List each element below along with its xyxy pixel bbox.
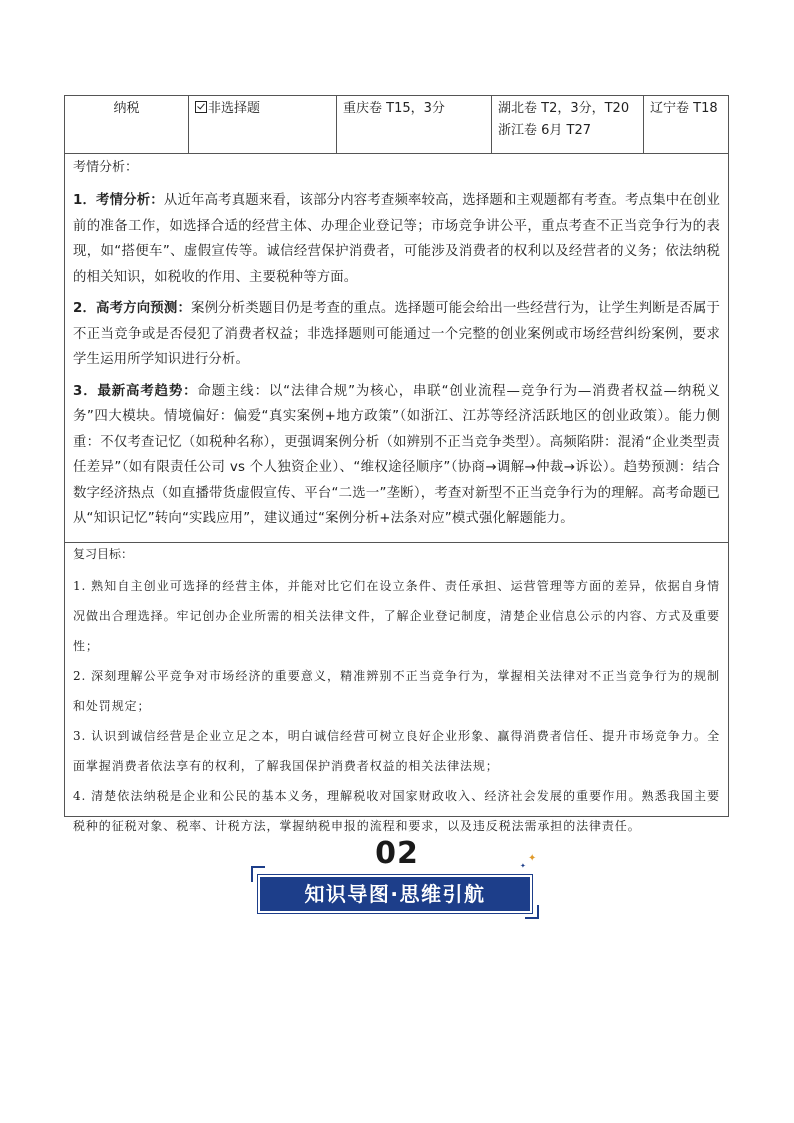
paragraph-text: 从近年高考真题来看，该部分内容考查频率较高，选择题和主观题都有考查。考点集中在创业前的准备工作，如选择合适的经营主体、办理企业登记等；市场竞争讲公平，重点考查不正当竞争行为的表现，如“搭便车”、虚假宣传等。诚信经营保护消费者，可能涉及消费者的权利以及经营者的义务；依法纳税的相关知识，如税收的作用、主要税种等方面。	[73, 193, 720, 285]
paragraph-text: 命题主线：以“法律合规”为核心，串联“创业流程—竞争行为—消费者权益—纳税义务”四大模块。情境偏好：偏爱“真实案例+地方政策”（如浙江、江苏等经济活跃地区的创业政策）。能力侧重：不仅考查记忆（如税种名称），更强调案例分析（如辨别不正当竞争类型）。高频陷阱：混淆“企业类型责任差异”（如有限责任公司 vs 个人独资企业）、“维权途径顺序”（协商→调解→仲裁→诉讼）。趋势预测：结合数字经济热点（如直播带货虚假宣传、平台“二选一”垄断），考查对新型不正当竞争行为的理解。高考命题已从“知识记忆”转向“实践应用”，建议通过“案例分析+法条对应”模式强化解题能力。	[73, 383, 720, 526]
exam-line-zhejiang: 浙江卷 6月 T27	[498, 123, 592, 138]
question-type-label: 非选择题	[208, 101, 261, 116]
analysis-paragraph-1	[73, 188, 720, 290]
exam-cell-liaoning: 辽宁卷 T18	[650, 101, 718, 116]
goal-item: 1. 熟知自主创业可选择的经营主体，并能对比它们在设立条件、责任承担、运营管理等方面的差异，依据自身情况做出合理选择。牢记创办企业所需的相关法律文件，了解企业登记制度，清楚企业信息公示的内容、方式及重要性；	[73, 579, 720, 653]
analysis-section	[65, 154, 728, 543]
analysis-paragraph-2	[73, 296, 720, 373]
analysis-heading: 考情分析：	[73, 160, 139, 175]
paragraph-text: 案例分析类题目仍是考查的重点。选择题可能会给出一些经营行为，让学生判断是否属于不正当竞争或是否侵犯了消费者权益；非选择题则可能通过一个完整的创业案例或市场经营纠纷案例，要求学生运用所学知识进行分析。	[73, 301, 720, 367]
exam-cell-chongqing: 重庆卷 T15，3分	[337, 96, 492, 153]
exam-line-hubei: 湖北卷 T2，3分，T20	[498, 101, 630, 116]
checkbox-icon	[195, 101, 207, 113]
goal-item: 2. 深刻理解公平竞争对市场经济的重要意义，精准辨别不正当竞争行为，掌握相关法律对不正当竞争行为的规制和处罚规定；	[73, 669, 720, 713]
goal-item: 3. 认识到诚信经营是企业立足之本，明白诚信经营可树立良好企业形象、赢得消费者信任、提升市场竞争力。全面掌握消费者依法享有的权利，了解我国保护消费者权益的相关法律法规；	[73, 729, 720, 773]
analysis-paragraph-3	[73, 379, 720, 532]
sparkle-icon: ✦	[528, 853, 537, 864]
table-row	[65, 96, 728, 154]
paragraph-label: 3．最新高考趋势：	[73, 383, 198, 399]
goals-heading: 复习目标：	[73, 547, 134, 561]
section-title-banner: 知识导图·思维引航	[258, 875, 532, 913]
exam-analysis-table	[64, 95, 729, 833]
corner-bracket-decoration	[525, 905, 539, 919]
paragraph-label: 1．考情分析：	[73, 193, 164, 208]
topic-cell: 纳税	[65, 96, 189, 153]
exam-cell-hubei-zhejiang	[492, 96, 644, 153]
question-type-cell	[189, 96, 337, 153]
goal-item: 4. 清楚依法纳税是企业和公民的基本义务，理解税收对国家财政收入、经济社会发展的重要作用。熟悉我国主要税种的征税对象、税率、计税方法，掌握纳税申报的流程和要求，以及违反税法需承担的法律责任。	[73, 789, 720, 833]
section-number: 02	[375, 836, 419, 871]
sparkle-icon: ✦	[520, 862, 526, 870]
review-goals-section	[65, 543, 728, 833]
paragraph-label: 2．高考方向预测：	[73, 301, 192, 316]
